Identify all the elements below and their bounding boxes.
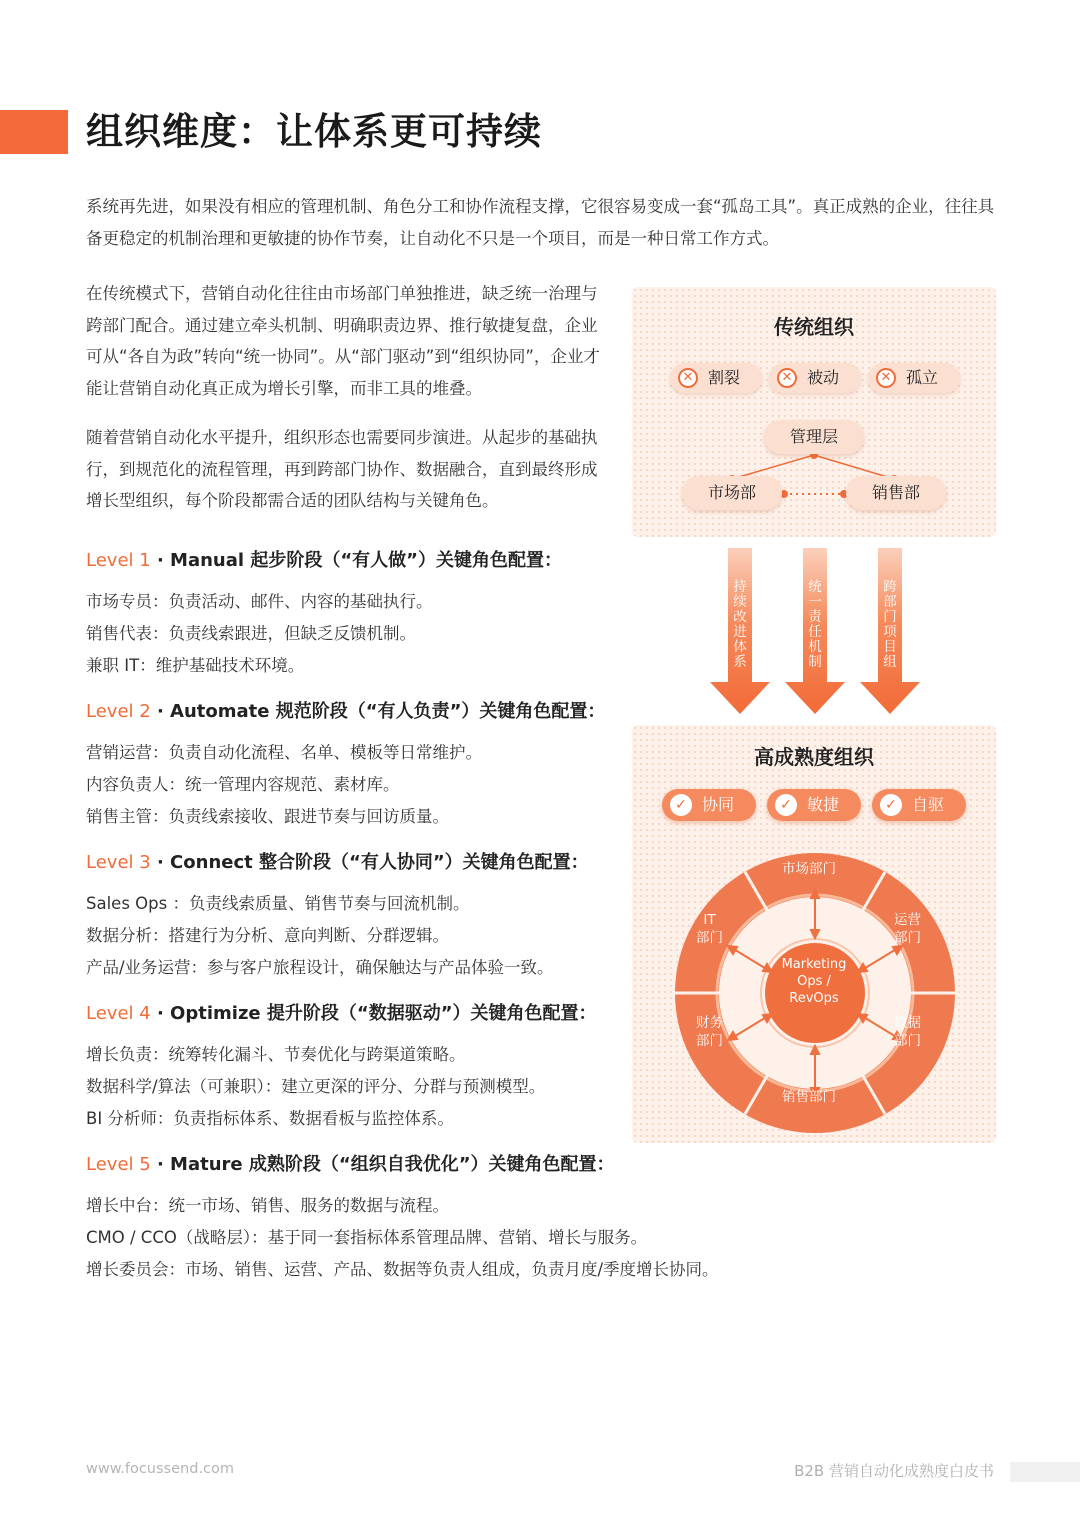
arrow-label: 跨部门项目组 — [883, 579, 897, 670]
transition-arrows — [700, 548, 930, 718]
segment-marketing: 市场部门 — [782, 861, 836, 877]
role-item: 增长负责：统筹转化漏斗、节奏优化与跨渠道策略。 — [86, 1045, 466, 1064]
role-item: 销售主管：负责线索接收、跟进节奏与回访质量。 — [86, 807, 449, 826]
check-icon: ✓ — [775, 794, 797, 816]
level-title: · Mature 成熟阶段（“组织自我优化”）关键角色配置： — [150, 1154, 615, 1175]
segment-operations: 运营 部门 — [894, 912, 921, 946]
tag-label: 协同 — [702, 795, 735, 814]
role-item: 营销运营：负责自动化流程、名单、模板等日常维护。 — [86, 743, 482, 762]
level-title: · Manual 起步阶段（“有人做”）关键角色配置： — [150, 550, 562, 571]
level-tag: Level 4 — [86, 1003, 151, 1024]
center-revops-label: Marketing Ops / RevOps — [781, 957, 847, 1006]
level-section — [86, 544, 786, 682]
role-item: 数据分析：搭建行为分析、意向判断、分群逻辑。 — [86, 926, 449, 945]
traditional-org-title: 传统组织 — [774, 315, 854, 339]
title-accent-bar — [0, 110, 68, 154]
level-heading — [86, 1148, 786, 1182]
tag-chip — [767, 789, 861, 821]
role-item: 市场专员：负责活动、邮件、内容的基础执行。 — [86, 592, 433, 611]
intro-paragraph: 系统再先进，如果没有相应的管理机制、角色分工和协作流程支撑，它很容易变成一套“孤岛工具”。真正成熟的企业，往往具备更稳定的机制治理和更敏捷的协作节奏，让自动化不只是一个项目，而是一种日常工作方式。 — [86, 197, 995, 248]
arrow-label: 持续改进体系 — [733, 579, 747, 670]
level-heading — [86, 695, 786, 729]
role-item: 增长委员会：市场、销售、运营、产品、数据等负责人组成，负责月度/季度增长协同。 — [86, 1260, 719, 1279]
level-title: · Optimize 提升阶段（“数据驱动”）关键角色配置： — [150, 1003, 597, 1024]
tag-label: 孤立 — [906, 368, 939, 387]
footer-url: www.focussend.com — [86, 1461, 234, 1477]
segment-data: 数据 部门 — [894, 1015, 921, 1049]
tag-label: 自驱 — [912, 795, 945, 814]
role-item: 销售代表：负责线索跟进，但缺乏反馈机制。 — [86, 624, 416, 643]
tag-label: 割裂 — [708, 368, 741, 387]
footer-bar — [1010, 1462, 1080, 1482]
level-title: · Automate 规范阶段（“有人负责”）关键角色配置： — [150, 701, 606, 722]
role-item: 数据科学/算法（可兼职）：建立更深的评分、分群与预测模型。 — [86, 1077, 546, 1096]
traditional-org-panel — [632, 287, 996, 537]
cross-icon: ✕ — [876, 368, 896, 388]
tag-label: 被动 — [807, 368, 840, 387]
level-title: · Connect 整合阶段（“有人协同”）关键角色配置： — [150, 852, 589, 873]
role-item: BI 分析师：负责指标体系、数据看板与监控体系。 — [86, 1109, 454, 1128]
traditional-mode-paragraph: 在传统模式下，营销自动化往往由市场部门单独推进，缺乏统一治理与跨部门配合。通过建立牵头机制、明确职责边界、推行敏捷复盘，企业可从“各自为政”转向“统一协同”。从“部门驱动”到“组织协同”，企业才能让营销自动化真正成为增长引擎，而非工具的堆叠。 — [86, 284, 600, 398]
marketing-dept-node: 市场部 — [682, 476, 782, 510]
management-node: 管理层 — [764, 420, 864, 454]
tag-chip — [662, 789, 756, 821]
page-title: 组织维度：让体系更可持续 — [86, 110, 542, 153]
role-item: Sales Ops ：负责线索质量、销售节奏与回流机制。 — [86, 894, 470, 913]
level-tag: Level 5 — [86, 1154, 151, 1175]
level-tag: Level 2 — [86, 701, 151, 722]
cross-icon: ✕ — [777, 368, 797, 388]
level-heading — [86, 544, 786, 578]
arrow-label: 统一责任机制 — [808, 579, 822, 670]
evolution-paragraph: 随着营销自动化水平提升，组织形态也需要同步演进。从起步的基础执行，到规范化的流程管理，再到跨部门协作、数据融合，直到最终形成增长型组织，每个阶段都需合适的团队结构与关键角色。 — [86, 428, 598, 510]
role-item: 兼职 IT：维护基础技术环境。 — [86, 656, 305, 675]
level-section — [86, 1148, 786, 1286]
role-item: 增长中台：统一市场、销售、服务的数据与流程。 — [86, 1196, 449, 1215]
segment-finance: 财务 部门 — [696, 1015, 723, 1049]
footer-title: B2B 营销自动化成熟度白皮书 — [794, 1462, 994, 1480]
mature-org-title: 高成熟度组织 — [754, 745, 874, 769]
check-icon: ✓ — [880, 794, 902, 816]
role-item: CMO / CCO（战略层）：基于同一套指标体系管理品牌、营销、增长与服务。 — [86, 1228, 648, 1247]
tag-label: 敏捷 — [807, 795, 840, 814]
segment-it: IT 部门 — [696, 912, 723, 946]
cross-icon: ✕ — [678, 368, 698, 388]
role-item: 产品/业务运营：参与客户旅程设计，确保触达与产品体验一致。 — [86, 958, 554, 977]
sales-dept-node: 销售部 — [846, 476, 946, 510]
role-item: 内容负责人：统一管理内容规范、素材库。 — [86, 775, 400, 794]
level-tag: Level 1 — [86, 550, 151, 571]
level-tag: Level 3 — [86, 852, 151, 873]
check-icon: ✓ — [670, 794, 692, 816]
tag-chip — [872, 789, 966, 821]
segment-sales: 销售部门 — [782, 1089, 836, 1105]
